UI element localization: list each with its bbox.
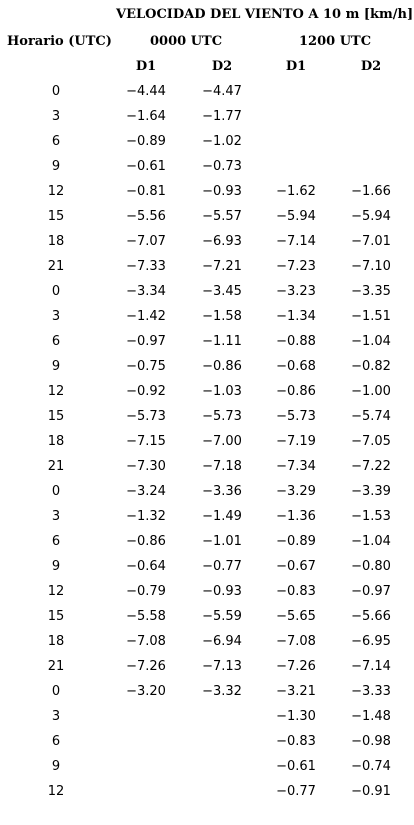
cell-0000-d1: −0.86 xyxy=(126,534,166,549)
table-row xyxy=(0,384,414,409)
cell-1200-d1: −0.86 xyxy=(276,384,316,399)
cell-0000-d2 xyxy=(192,759,252,784)
cell-1200-d1: −3.23 xyxy=(276,284,316,299)
cell-0000-d2: −6.94 xyxy=(202,634,242,649)
cell-0000-d1: −0.92 xyxy=(126,384,166,399)
cell-1200-d1: −0.89 xyxy=(276,534,316,549)
cell-hour: 9 xyxy=(51,559,61,574)
cell-0000-d2: −1.49 xyxy=(202,509,242,524)
cell-1200-d2 xyxy=(341,159,401,184)
cell-hour: 6 xyxy=(51,334,61,349)
cell-1200-d2: −1.04 xyxy=(351,334,391,349)
subheader-0000-d2: D2 xyxy=(211,59,233,74)
cell-0000-d2 xyxy=(192,784,252,809)
cell-0000-d1: −5.58 xyxy=(126,609,166,624)
cell-1200-d1: −5.65 xyxy=(276,609,316,624)
table-row xyxy=(0,684,414,709)
header-run-1200: 1200 UTC xyxy=(299,34,372,49)
cell-0000-d1 xyxy=(116,709,176,734)
cell-hour: 9 xyxy=(51,159,61,174)
cell-1200-d2: −1.53 xyxy=(351,509,391,524)
table-row xyxy=(0,84,414,109)
cell-0000-d1: −7.33 xyxy=(126,259,166,274)
cell-0000-d1: −0.89 xyxy=(126,134,166,149)
cell-0000-d1: −3.24 xyxy=(126,484,166,499)
header-horario: Horario (UTC) xyxy=(7,34,112,49)
cell-0000-d2: −0.93 xyxy=(202,584,242,599)
cell-1200-d2: −5.94 xyxy=(351,209,391,224)
cell-0000-d1 xyxy=(116,784,176,809)
cell-0000-d1: −0.64 xyxy=(126,559,166,574)
cell-1200-d1: −7.34 xyxy=(276,459,316,474)
cell-0000-d1: −0.79 xyxy=(126,584,166,599)
cell-1200-d2 xyxy=(341,109,401,134)
cell-hour: 12 xyxy=(47,384,65,399)
cell-1200-d2: −3.33 xyxy=(351,684,391,699)
cell-hour: 21 xyxy=(47,259,65,274)
cell-0000-d2: −4.47 xyxy=(202,84,242,99)
cell-1200-d1: −5.73 xyxy=(276,409,316,424)
cell-1200-d1: −0.61 xyxy=(276,759,316,774)
cell-1200-d2: −0.98 xyxy=(351,734,391,749)
cell-0000-d1: −1.42 xyxy=(126,309,166,324)
cell-1200-d1: −0.68 xyxy=(276,359,316,374)
cell-hour: 18 xyxy=(47,434,65,449)
cell-0000-d1: −7.07 xyxy=(126,234,166,249)
cell-1200-d1: −1.34 xyxy=(276,309,316,324)
header-run-0000: 0000 UTC xyxy=(150,34,223,49)
cell-hour: 21 xyxy=(47,459,65,474)
cell-hour: 15 xyxy=(47,209,65,224)
cell-1200-d1: −0.83 xyxy=(276,734,316,749)
table-row xyxy=(0,559,414,584)
subheader-0000-d1: D1 xyxy=(135,59,157,74)
table-row xyxy=(0,259,414,284)
cell-0000-d2: −1.11 xyxy=(202,334,242,349)
table-row xyxy=(0,634,414,659)
cell-1200-d2: −7.10 xyxy=(351,259,391,274)
subheader-1200-d2: D2 xyxy=(360,59,382,74)
cell-0000-d1 xyxy=(116,759,176,784)
cell-hour: 0 xyxy=(51,84,61,99)
cell-0000-d2: −1.77 xyxy=(202,109,242,124)
cell-0000-d2: −1.01 xyxy=(202,534,242,549)
cell-1200-d1: −0.67 xyxy=(276,559,316,574)
cell-0000-d2: −5.57 xyxy=(202,209,242,224)
cell-hour: 6 xyxy=(51,734,61,749)
cell-0000-d1: −0.81 xyxy=(126,184,166,199)
cell-1200-d2: −3.35 xyxy=(351,284,391,299)
cell-0000-d1: −5.73 xyxy=(126,409,166,424)
cell-0000-d1: −0.97 xyxy=(126,334,166,349)
cell-1200-d1: −0.83 xyxy=(276,584,316,599)
table-row xyxy=(0,509,414,534)
cell-1200-d1: −7.14 xyxy=(276,234,316,249)
cell-0000-d2: −0.73 xyxy=(202,159,242,174)
table-row xyxy=(0,109,414,134)
cell-0000-d1: −1.64 xyxy=(126,109,166,124)
cell-1200-d1: −7.23 xyxy=(276,259,316,274)
table-row xyxy=(0,159,414,184)
cell-0000-d2: −1.58 xyxy=(202,309,242,324)
cell-hour: 6 xyxy=(51,534,61,549)
table-row xyxy=(0,409,414,434)
table-row xyxy=(0,459,414,484)
table-row xyxy=(0,734,414,759)
cell-1200-d1: −3.21 xyxy=(276,684,316,699)
table-row xyxy=(0,284,414,309)
cell-0000-d2: −7.18 xyxy=(202,459,242,474)
cell-1200-d2: −5.74 xyxy=(351,409,391,424)
cell-0000-d1: −7.15 xyxy=(126,434,166,449)
table-body xyxy=(0,84,414,809)
table-row xyxy=(0,659,414,684)
cell-1200-d1: −0.88 xyxy=(276,334,316,349)
cell-hour: 18 xyxy=(47,634,65,649)
cell-0000-d1: −0.61 xyxy=(126,159,166,174)
table-row xyxy=(0,184,414,209)
cell-0000-d1: −1.32 xyxy=(126,509,166,524)
cell-1200-d1: −1.62 xyxy=(276,184,316,199)
cell-0000-d1: −0.75 xyxy=(126,359,166,374)
cell-0000-d2: −7.21 xyxy=(202,259,242,274)
table-row xyxy=(0,484,414,509)
cell-1200-d1: −7.08 xyxy=(276,634,316,649)
cell-0000-d2: −5.73 xyxy=(202,409,242,424)
cell-hour: 3 xyxy=(51,709,61,724)
cell-1200-d1: −5.94 xyxy=(276,209,316,224)
cell-hour: 12 xyxy=(47,584,65,599)
cell-1200-d2: −1.00 xyxy=(351,384,391,399)
cell-0000-d2: −0.86 xyxy=(202,359,242,374)
cell-0000-d2: −6.93 xyxy=(202,234,242,249)
cell-1200-d1: −0.77 xyxy=(276,784,316,799)
cell-hour: 3 xyxy=(51,309,61,324)
table-row xyxy=(0,234,414,259)
cell-hour: 9 xyxy=(51,759,61,774)
cell-0000-d2: −7.13 xyxy=(202,659,242,674)
cell-1200-d2: −3.39 xyxy=(351,484,391,499)
cell-1200-d2: −7.14 xyxy=(351,659,391,674)
cell-0000-d2: −1.02 xyxy=(202,134,242,149)
cell-hour: 18 xyxy=(47,234,65,249)
cell-0000-d2: −5.59 xyxy=(202,609,242,624)
table-row xyxy=(0,434,414,459)
cell-1200-d2: −6.95 xyxy=(351,634,391,649)
cell-1200-d2: −7.22 xyxy=(351,459,391,474)
table-row xyxy=(0,334,414,359)
cell-0000-d1: −7.26 xyxy=(126,659,166,674)
cell-1200-d2: −1.04 xyxy=(351,534,391,549)
subheader-1200-d1: D1 xyxy=(285,59,307,74)
cell-1200-d2: −0.74 xyxy=(351,759,391,774)
cell-hour: 15 xyxy=(47,409,65,424)
cell-0000-d1: −7.08 xyxy=(126,634,166,649)
cell-0000-d2 xyxy=(192,734,252,759)
cell-0000-d1: −7.30 xyxy=(126,459,166,474)
table-row xyxy=(0,784,414,809)
table-row xyxy=(0,584,414,609)
cell-1200-d1 xyxy=(266,109,326,134)
cell-0000-d2: −7.00 xyxy=(202,434,242,449)
cell-0000-d2: −3.32 xyxy=(202,684,242,699)
table-title: VELOCIDAD DEL VIENTO A 10 m [km/h] xyxy=(116,7,414,22)
cell-0000-d1 xyxy=(116,734,176,759)
table-row xyxy=(0,309,414,334)
cell-1200-d2: −0.82 xyxy=(351,359,391,374)
cell-0000-d1: −4.44 xyxy=(126,84,166,99)
cell-hour: 0 xyxy=(51,684,61,699)
cell-hour: 6 xyxy=(51,134,61,149)
cell-1200-d2: −7.01 xyxy=(351,234,391,249)
table-row xyxy=(0,534,414,559)
cell-0000-d2 xyxy=(192,709,252,734)
cell-1200-d1: −1.30 xyxy=(276,709,316,724)
cell-hour: 12 xyxy=(47,784,65,799)
cell-hour: 0 xyxy=(51,284,61,299)
cell-1200-d1: −3.29 xyxy=(276,484,316,499)
cell-1200-d2: −7.05 xyxy=(351,434,391,449)
cell-0000-d2: −1.03 xyxy=(202,384,242,399)
cell-1200-d2 xyxy=(341,84,401,109)
cell-hour: 0 xyxy=(51,484,61,499)
cell-1200-d1 xyxy=(266,84,326,109)
cell-1200-d2: −0.91 xyxy=(351,784,391,799)
table-row xyxy=(0,759,414,784)
cell-1200-d1 xyxy=(266,134,326,159)
cell-hour: 3 xyxy=(51,509,61,524)
table-row xyxy=(0,359,414,384)
cell-1200-d2 xyxy=(341,134,401,159)
cell-1200-d1: −7.26 xyxy=(276,659,316,674)
cell-hour: 3 xyxy=(51,109,61,124)
cell-0000-d2: −3.45 xyxy=(202,284,242,299)
cell-1200-d2: −5.66 xyxy=(351,609,391,624)
cell-1200-d2: −1.66 xyxy=(351,184,391,199)
cell-1200-d2: −0.80 xyxy=(351,559,391,574)
cell-0000-d1: −3.20 xyxy=(126,684,166,699)
cell-1200-d2: −0.97 xyxy=(351,584,391,599)
table-row xyxy=(0,609,414,634)
cell-hour: 9 xyxy=(51,359,61,374)
cell-1200-d1: −7.19 xyxy=(276,434,316,449)
table-row xyxy=(0,709,414,734)
table-row xyxy=(0,209,414,234)
cell-0000-d2: −3.36 xyxy=(202,484,242,499)
cell-0000-d1: −5.56 xyxy=(126,209,166,224)
table-row xyxy=(0,134,414,159)
cell-1200-d1: −1.36 xyxy=(276,509,316,524)
cell-hour: 12 xyxy=(47,184,65,199)
cell-1200-d2: −1.48 xyxy=(351,709,391,724)
cell-0000-d2: −0.93 xyxy=(202,184,242,199)
cell-hour: 15 xyxy=(47,609,65,624)
cell-0000-d2: −0.77 xyxy=(202,559,242,574)
cell-hour: 21 xyxy=(47,659,65,674)
cell-1200-d1 xyxy=(266,159,326,184)
cell-0000-d1: −3.34 xyxy=(126,284,166,299)
cell-1200-d2: −1.51 xyxy=(351,309,391,324)
